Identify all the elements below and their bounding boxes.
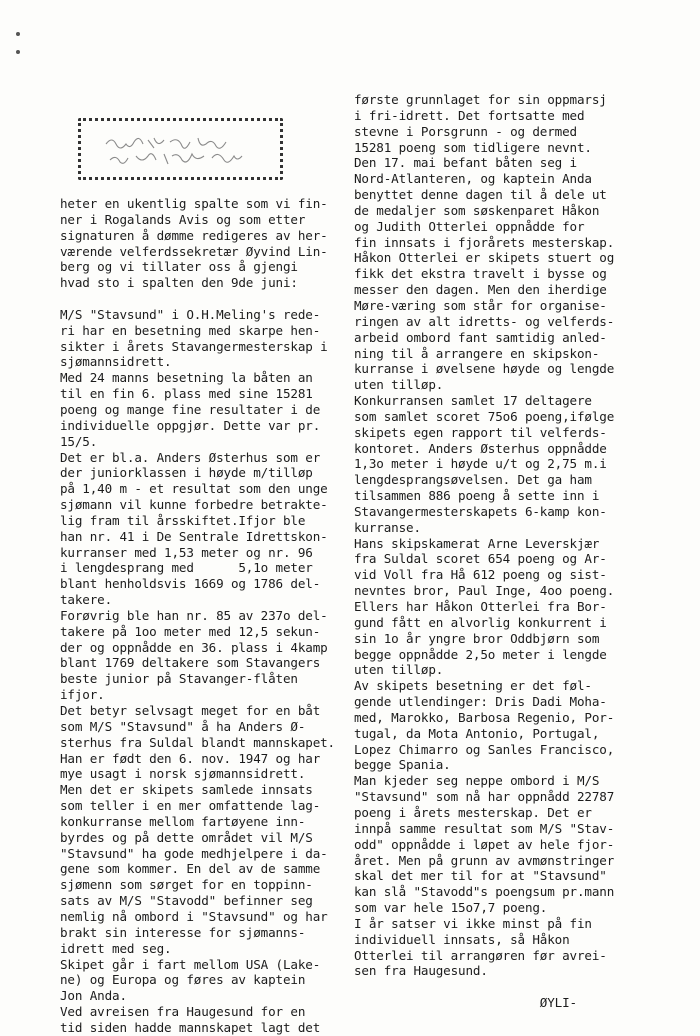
text-line: Han er født den 6. nov. 1947 og har (60, 750, 321, 766)
text-line: gende utlendinger: Dris Dadi Moha- (354, 694, 607, 710)
text-line: kontoret. Anders Østerhus oppnådde (354, 440, 607, 456)
text-line: ifjor. (60, 687, 105, 703)
text-line: kan slå "Stavodd"s poengsum pr.mann (354, 884, 615, 900)
text-line: tilsammen 886 poeng å sette inn i (354, 488, 600, 504)
text-line: berg og vi tillater oss å gjengi (60, 259, 298, 275)
text-line: tid siden hadde mannskapet lagt det (60, 1019, 321, 1035)
text-line: året. Men på grunn av avmønstringer (354, 852, 615, 868)
text-line: Hans skipskamerat Arne Leverskjær (354, 535, 600, 551)
text-line: nemlig nå ombord i "Stavsund" og har (60, 908, 328, 924)
text-line: ØYLI- (354, 995, 577, 1011)
text-line: stevne i Porsgrunn - og dermed (354, 123, 577, 139)
text-line: messer den dagen. Men den iherdige (354, 282, 607, 298)
text-line: Av skipets besetning er det føl- (354, 678, 592, 694)
text-line: som var hele 15o7,7 poeng. (354, 900, 548, 916)
text-line: skal det mer til for at "Stavsund" (354, 868, 607, 884)
text-line: sjømannsidrett. (60, 354, 172, 370)
text-line: ri har en besetning med skarpe hen- (60, 322, 321, 338)
text-line: brakt sin interesse for sjømanns- (60, 924, 306, 940)
punch-mark (16, 32, 20, 36)
text-line: der og oppnådde en 36. plass i 4kamp (60, 639, 328, 655)
left-column (60, 196, 350, 1036)
text-line: nevntes bror, Paul Inge, 4oo poeng. (354, 583, 615, 599)
ink-stamp (78, 118, 283, 180)
text-line: kurranse. (354, 519, 421, 535)
text-line: på 1,40 m - et resultat som den unge (60, 481, 328, 497)
text-line: Møre-væring som står for organise- (354, 297, 607, 313)
text-line: Otterlei til arrangøren før avrei- (354, 947, 607, 963)
text-line: takere på 1oo meter med 12,5 sekun- (60, 623, 321, 639)
text-line: tugal, da Mota Antonio, Portugal, (354, 725, 600, 741)
text-line: fikk det ekstra travelt i bysse og (354, 266, 607, 282)
text-line: innpå samme resultat som M/S "Stav- (354, 820, 615, 836)
text-line: I år satser vi ikke minst på fin (354, 915, 592, 931)
text-line: lig fram til årsskiftet.Ifjor ble (60, 512, 306, 528)
text-line: sen fra Haugesund. (354, 963, 488, 979)
text-line: Men det er skipets samlede innsats (60, 782, 313, 798)
text-line: Konkurransen samlet 17 deltagere (354, 393, 592, 409)
text-line: sin 1o år yngre bror Oddbjørn som (354, 630, 600, 646)
text-line: individuell innsats, så Håkon (354, 931, 570, 947)
text-line: sterhus fra Suldal blandt mannskapet. (60, 734, 335, 750)
text-line: Skipet går i fart mellom USA (Lake- (60, 956, 321, 972)
punch-mark (16, 50, 20, 54)
text-line: Forøvrig ble han nr. 85 av 237o del- (60, 607, 328, 623)
text-line: de medaljer som søskenparet Håkon (354, 202, 600, 218)
text-line: odd" oppnådde i løpet av hele fjor- (354, 836, 615, 852)
text-line: blant henholdsvis 1669 og 1786 del- (60, 576, 321, 592)
text-line: byrdes og på dette området vil M/S (60, 829, 313, 845)
text-line: til en fin 6. plass med sine 15281 (60, 386, 313, 402)
text-line: heter en ukentlig spalte som vi fin- (60, 196, 328, 211)
text-line: i lengdesprang med 5,1o meter (60, 560, 313, 576)
text-line: som M/S "Stavsund" å ha Anders Ø- (60, 718, 306, 734)
text-line: Med 24 manns besetning la båten an (60, 370, 313, 386)
text-line: første grunnlaget for sin oppmarsj (354, 92, 607, 107)
text-line: begge oppnådde 2,5o meter i lengde (354, 646, 607, 662)
text-line: hvad sto i spalten den 9de juni: (60, 275, 298, 291)
text-line: Jon Anda. (60, 988, 127, 1004)
text-line: poeng i årets mesterskap. Det er (354, 804, 592, 820)
text-line: mye usagt i norsk sjømannsidrett. (60, 766, 306, 782)
text-line: ning til å arrangere en skipskon- (354, 345, 600, 361)
text-line: sjømann vil kunne forbedre betrakte- (60, 497, 328, 513)
text-line: gund fått en alvorlig konkurrent i (354, 614, 607, 630)
text-line: ner i Rogalands Avis og som etter (60, 211, 306, 227)
text-line: som samlet scoret 75o6 poeng,ifølge (354, 408, 615, 424)
text-line: Man kjeder seg neppe ombord i M/S (354, 773, 600, 789)
text-line: fin innsats i fjorårets mesterskap. (354, 234, 615, 250)
text-line: Den 17. mai befant båten seg i (354, 155, 577, 171)
text-line: begge Spania. (354, 757, 451, 773)
text-line: "Stavsund" som nå har oppnådd 22787 (354, 789, 615, 805)
text-line: ringen av alt idretts- og velferds- (354, 313, 615, 329)
text-line: idrett med seg. (60, 940, 172, 956)
text-line: sikter i årets Stavangermesterskap i (60, 338, 328, 354)
text-line: og Judith Otterlei oppnådde for (354, 218, 585, 234)
text-line: Det betyr selvsagt meget for en båt (60, 703, 321, 718)
right-column (354, 92, 690, 1011)
text-line: 15/5. (60, 433, 98, 449)
text-line: værende velferdssekretær Øyvind Lin- (60, 243, 328, 259)
text-line: lengdesprangsøvelsen. Det ga ham (354, 472, 592, 488)
text-line: Nord-Atlanteren, og kaptein Anda (354, 171, 592, 187)
text-line: uten tilløp. (354, 662, 444, 678)
text-line: som teller i en mer omfattende lag- (60, 798, 321, 814)
text-line: Det er bl.a. Anders Østerhus som er (60, 449, 321, 465)
text-line: Håkon Otterlei er skipets stuert og (354, 250, 615, 266)
text-line: poeng og mange fine resultater i de (60, 401, 321, 417)
text-line: 15281 poeng som tidligere nevnt. (354, 139, 592, 155)
text-line: der juniorklassen i høyde m/tilløp (60, 465, 313, 481)
text-line: vid Voll fra Hå 612 poeng og sist- (354, 567, 607, 583)
text-line: takere. (60, 592, 113, 608)
text-line: i fri-idrett. Det fortsatte med (354, 107, 585, 123)
text-line (354, 979, 690, 995)
text-line (60, 291, 350, 307)
text-line: med, Marokko, Barbosa Regenio, Por- (354, 709, 615, 725)
text-line: sats av M/S "Stavodd" befinner seg (60, 893, 313, 909)
text-line: Ved avreisen fra Haugesund for en (60, 1004, 306, 1020)
text-line: konkurranse mellom fartøyene inn- (60, 813, 306, 829)
text-line: kurranse i øvelsene høyde og lengde (354, 361, 615, 377)
text-line: Stavangermesterskapets 6-kamp kon- (354, 503, 607, 519)
text-line: arbeid ombord fant samtidig anled- (354, 329, 607, 345)
text-line: individuelle oppgjør. Dette var pr. (60, 417, 321, 433)
text-line: Ellers har Håkon Otterlei fra Bor- (354, 599, 607, 614)
text-line: ne) og Europa og føres av kaptein (60, 972, 306, 988)
text-line: blant 1769 deltakere som Stavangers (60, 655, 321, 671)
text-line: signaturen å dømme redigeres av her- (60, 227, 328, 243)
text-line: benyttet denne dagen til å dele ut (354, 187, 607, 203)
text-line: fra Suldal scoret 654 poeng og Ar- (354, 551, 607, 567)
text-line: Lopez Chimarro og Sanles Francisco, (354, 741, 615, 757)
text-line: "Stavsund" ha gode medhjelpere i da- (60, 845, 328, 861)
stamp-handwriting (102, 130, 262, 170)
text-line: uten tilløp. (354, 377, 444, 393)
text-line: han nr. 41 i De Sentrale Idrettskon- (60, 528, 328, 544)
text-line: sjømenn som sørget for en toppinn- (60, 877, 313, 893)
text-line: 1,3o meter i høyde u/t og 2,75 m.i (354, 456, 607, 472)
text-line: gene som kommer. En del av de samme (60, 861, 321, 877)
text-line: M/S "Stavsund" i O.H.Meling's rede- (60, 306, 321, 322)
text-line: kurranser med 1,53 meter og nr. 96 (60, 544, 313, 560)
text-line: skipets egen rapport til velferds- (354, 424, 607, 440)
text-line: beste junior på Stavanger-flåten (60, 671, 298, 687)
